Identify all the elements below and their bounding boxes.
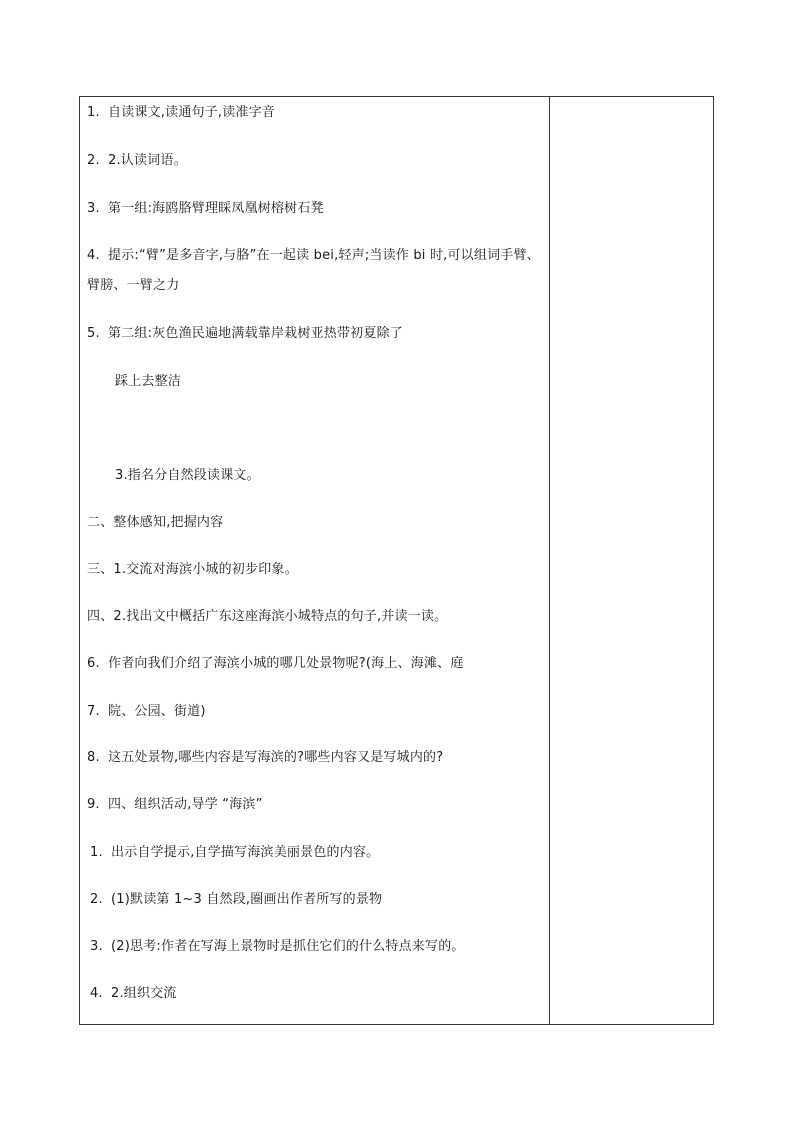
- list-item: [87, 749, 443, 767]
- list-text: 作者向我们介绍了海滨小城的哪几处景物呢?(海上、海滩、庭: [108, 656, 464, 671]
- list-number: 7.: [87, 704, 100, 719]
- list-item: [87, 325, 403, 343]
- paragraph: 三、1.交流对海滨小城的初步印象。: [87, 562, 298, 577]
- list-text: 自读课文,读通句子,读准字音: [108, 105, 276, 120]
- list-item: [87, 703, 206, 721]
- list-text: 出示自学提示,自学描写海滨美丽景色的内容。: [111, 845, 380, 860]
- list-item: [87, 796, 263, 814]
- list-number: 9.: [87, 797, 100, 812]
- list-item: [87, 655, 464, 673]
- list-number: 5.: [87, 326, 100, 341]
- list-item: [87, 104, 275, 122]
- list-number: 6.: [87, 656, 100, 671]
- lesson-table: [79, 96, 714, 1025]
- list-item: [90, 891, 382, 909]
- list-number: 1.: [90, 845, 103, 860]
- list-text: 第二组:灰色渔民遍地满载靠岸栽树亚热带初夏除了: [108, 326, 403, 341]
- paragraph: 3.指名分自然段读课文。: [115, 468, 260, 483]
- list-number: 2.: [87, 153, 100, 168]
- list-text: 四、组织活动,导学 “海滨”: [108, 797, 263, 812]
- list-number: 3.: [87, 201, 100, 216]
- list-number: 1.: [87, 105, 100, 120]
- list-item: [90, 938, 465, 956]
- paragraph: 四、2.找出文中概括广东这座海滨小城特点的句子,并读一读。: [87, 609, 448, 624]
- list-number: 8.: [87, 750, 100, 765]
- list-number: 4.: [87, 248, 100, 263]
- list-number: 2.: [90, 892, 103, 907]
- list-text: 院、公园、街道): [108, 704, 206, 719]
- list-item-continuation: 踩上去整洁: [115, 374, 182, 389]
- list-text: (2)思考:作者在写海上景物时是抓住它们的什么特点来写的。: [111, 939, 465, 954]
- list-text: 第一组:海鸥胳臂理睬凤凰树榕树石凳: [108, 201, 324, 216]
- list-number: 4.: [90, 986, 103, 1001]
- list-text: 2.认读词语。: [108, 153, 187, 168]
- list-item: [87, 200, 324, 218]
- list-text: 这五处景物,哪些内容是写海滨的?哪些内容又是写城内的?: [108, 750, 444, 765]
- list-text: 提示:“臂”是多音字,与胳”在一起读 bei,轻声;当读作 bi 时,可以组词手臂、: [108, 248, 540, 263]
- list-item: [87, 152, 187, 170]
- section-heading: 二、整体感知,把握内容: [87, 515, 224, 530]
- list-text: 2.组织交流: [111, 986, 177, 1001]
- list-number: 3.: [90, 939, 103, 954]
- list-item: [90, 844, 379, 862]
- list-item: [87, 247, 540, 265]
- list-text: (1)默读第 1~3 自然段,圈画出作者所写的景物: [111, 892, 383, 907]
- list-item-continuation: 臂膀、一臂之力: [87, 278, 180, 293]
- notes-cell: [550, 97, 713, 1024]
- list-item: [90, 985, 177, 1003]
